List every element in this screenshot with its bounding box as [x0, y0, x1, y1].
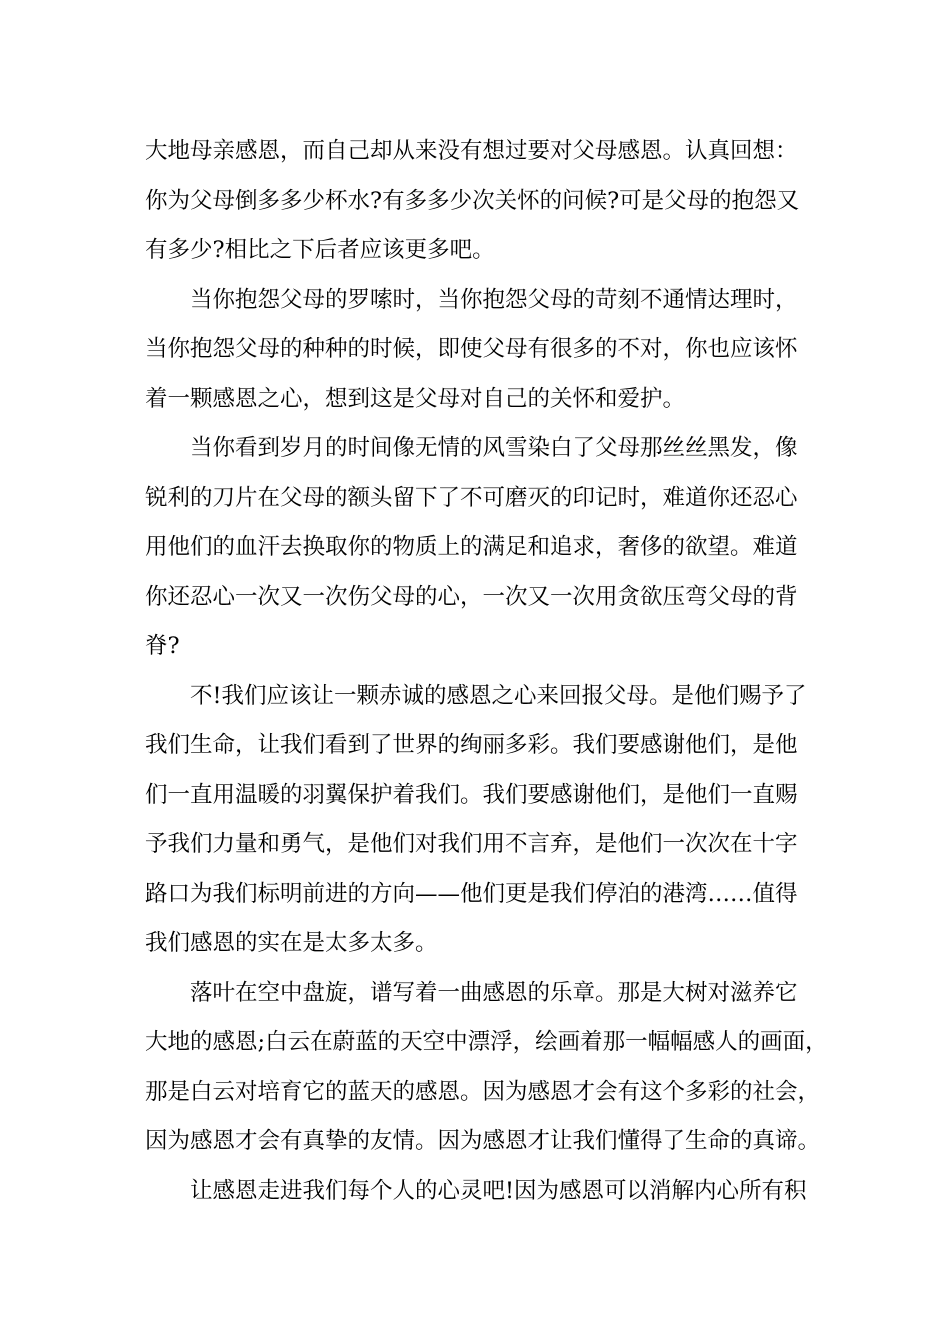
text-line: 大地的感恩;白云在蔚蓝的天空中漂浮，绘画着那一幅幅感人的画面，	[145, 1029, 828, 1055]
text-line: 因为感恩才会有真挚的友情。因为感恩才让我们懂得了生命的真谛。	[145, 1128, 821, 1154]
text-line: 大地母亲感恩，而自己却从来没有想过要对父母感恩。认真回想：	[145, 138, 798, 164]
paragraph-first-line: 让感恩走进我们每个人的心灵吧!因为感恩可以消解内心所有积	[190, 1177, 807, 1204]
document-body	[145, 127, 828, 1216]
text-line: 们一直用温暖的羽翼保护着我们。我们要感谢他们，是他们一直赐	[145, 781, 798, 808]
paragraph-first-line: 不!我们应该让一颗赤诚的感恩之心来回报父母。是他们赐予了	[190, 682, 807, 709]
text-line: 路口为我们标明前进的方向——他们更是我们停泊的港湾……值得	[145, 880, 798, 907]
text-line: 予我们力量和勇气，是他们对我们用不言弃，是他们一次次在十字	[145, 831, 798, 857]
text-line: 脊?	[145, 633, 180, 659]
text-line: 你还忍心一次又一次伤父母的心，一次又一次用贪欲压弯父母的背	[145, 583, 798, 610]
text-line: 当你抱怨父母的种种的时候，即使父母有很多的不对，你也应该怀	[145, 336, 798, 362]
paragraph-first-line: 当你抱怨父母的罗嗦时，当你抱怨父母的苛刻不通情达理时，	[190, 286, 798, 313]
text-line: 你为父母倒多多少杯水?有多多少次关怀的问候?可是父母的抱怨又	[145, 187, 800, 214]
paragraph-first-line: 当你看到岁月的时间像无情的风雪染白了父母那丝丝黑发，像	[190, 435, 798, 461]
paragraph-first-line: 落叶在空中盘旋，谱写着一曲感恩的乐章。那是大树对滋养它	[190, 979, 798, 1006]
text-line: 我们感恩的实在是太多太多。	[145, 930, 438, 956]
text-line: 那是白云对培育它的蓝天的感恩。因为感恩才会有这个多彩的社会，	[145, 1078, 821, 1105]
text-line: 有多少?相比之下后者应该更多吧。	[145, 237, 495, 263]
text-line: 锐利的刀片在父母的额头留下了不可磨灭的印记时，难道你还忍心	[145, 484, 798, 511]
text-line: 着一颗感恩之心，想到这是父母对自己的关怀和爱护。	[145, 385, 686, 412]
text-line: 我们生命，让我们看到了世界的绚丽多彩。我们要感谢他们，是他	[145, 732, 798, 758]
text-line: 用他们的血汗去换取你的物质上的满足和追求，奢侈的欲望。难道	[145, 534, 798, 560]
